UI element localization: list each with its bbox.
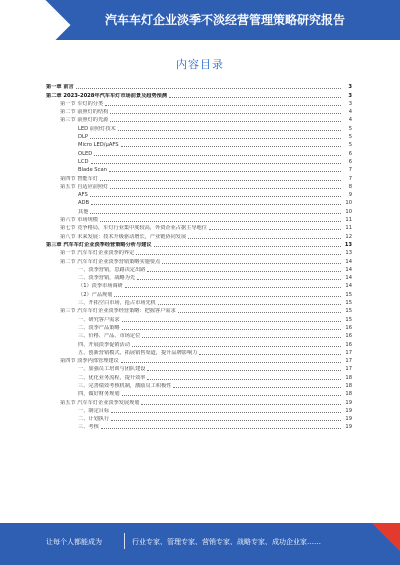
- toc-leader-dots: [162, 262, 341, 264]
- footer-divider: [124, 533, 125, 549]
- toc-entry-label: 一、研究客户需求: [78, 316, 120, 323]
- toc-entry-label: 第八节 未来发展：技术升级驱动增长，产业链协同发展: [60, 233, 187, 240]
- toc-entry-page: 6: [348, 158, 352, 165]
- toc-entry-label: 一、加强员工培训与团队建设: [78, 366, 146, 373]
- toc-leader-dots: [121, 361, 341, 363]
- toc-leader-dots: [110, 112, 341, 114]
- toc-entry-page: 19: [345, 407, 352, 414]
- toc-entry-label: （2）产品规划: [78, 291, 113, 298]
- table-of-contents: [46, 82, 352, 430]
- toc-entry-label: 第四节 淡季内部管理建议: [60, 358, 119, 365]
- toc-leader-dots: [173, 386, 341, 388]
- toc-entry-page: 16: [345, 324, 352, 331]
- toc-entry-page: 9: [348, 192, 352, 199]
- toc-entry-page: 19: [345, 424, 352, 431]
- toc-leader-dots: [147, 270, 341, 272]
- toc-entry[interactable]: [46, 182, 352, 190]
- toc-entry-page: 10: [345, 208, 352, 215]
- toc-leader-dots: [91, 162, 341, 164]
- toc-entry-label: 第三章 汽车车灯企业淡季经营策略分析与建议: [46, 241, 152, 248]
- toc-entry-page: 11: [345, 217, 352, 224]
- toc-entry-page: 16: [345, 333, 352, 340]
- toc-entry[interactable]: [46, 323, 352, 331]
- toc-leader-dots: [209, 228, 341, 230]
- toc-entry[interactable]: [46, 190, 352, 198]
- toc-leader-dots: [91, 203, 341, 205]
- toc-leader-dots: [111, 419, 341, 421]
- footer-tagline: 行业专家、管理专家、营销专家、战略专家、成功企业家……: [132, 538, 321, 546]
- toc-entry[interactable]: [46, 215, 352, 223]
- toc-entry[interactable]: [46, 422, 352, 430]
- footer-banner: [0, 523, 400, 565]
- toc-entry[interactable]: [46, 157, 352, 165]
- toc-leader-dots: [105, 104, 341, 106]
- toc-entry[interactable]: [46, 198, 352, 206]
- toc-leader-dots: [90, 195, 341, 197]
- toc-leader-dots: [114, 295, 341, 297]
- toc-leader-dots: [90, 137, 341, 139]
- toc-entry-page: 14: [345, 283, 352, 290]
- toc-entry[interactable]: [46, 240, 352, 248]
- toc-entry-label: 三、价格、产品、市场定位: [78, 333, 141, 340]
- toc-entry-page: 11: [345, 225, 352, 232]
- footer-corner-decoration: [372, 523, 400, 551]
- toc-entry-page: 15: [345, 300, 352, 307]
- toc-leader-dots: [110, 120, 341, 122]
- toc-entry[interactable]: [46, 356, 352, 364]
- toc-leader-dots: [132, 345, 341, 347]
- toc-entry-label: 第五节 汽车车灯企业淡季发展规划: [60, 399, 140, 406]
- toc-entry-page: 10: [345, 200, 352, 207]
- toc-leader-dots: [90, 212, 341, 214]
- toc-entry-label: 第三节 前照灯的光源: [60, 117, 109, 124]
- toc-entry-label: 三、完善绩效考核机制，激励员工积极性: [78, 382, 172, 389]
- toc-entry[interactable]: [46, 389, 352, 397]
- toc-entry-page: 19: [345, 399, 352, 406]
- toc-entry-label: 二、优化业务流程，提升效率: [78, 374, 146, 381]
- toc-leader-dots: [76, 87, 341, 89]
- toc-heading: 内容目录: [176, 58, 224, 71]
- toc-leader-dots: [122, 320, 341, 322]
- toc-entry-page: 17: [345, 349, 352, 356]
- toc-entry-page: 14: [345, 266, 352, 273]
- toc-entry-label: 第二节 汽车车灯企业淡季营销策略实施要点: [60, 258, 161, 265]
- toc-entry-label: 第一节 汽车车灯企业淡季的界定: [60, 250, 135, 257]
- toc-leader-dots: [111, 411, 341, 413]
- toc-leader-dots: [100, 179, 341, 181]
- toc-entry-label: Micro LED/μAFS: [78, 142, 119, 149]
- toc-leader-dots: [136, 253, 341, 255]
- toc-leader-dots: [137, 278, 341, 280]
- toc-entry-page: 4: [348, 117, 352, 124]
- toc-entry[interactable]: [46, 372, 352, 380]
- toc-entry-page: 13: [344, 241, 352, 248]
- toc-entry[interactable]: [46, 82, 352, 90]
- toc-leader-dots: [169, 96, 341, 98]
- toc-entry-label: 第二节 前照灯的结构: [60, 109, 109, 116]
- toc-leader-dots: [142, 336, 341, 338]
- toc-entry[interactable]: [46, 165, 352, 173]
- toc-entry-label: 第三节 汽车车灯企业淡季经营策略：把握客户需求: [60, 308, 176, 315]
- toc-entry-page: 3: [348, 100, 352, 107]
- toc-entry-label: Blade Scan: [78, 167, 107, 174]
- toc-entry[interactable]: [46, 289, 352, 297]
- toc-entry-label: 四、做好财务规划: [78, 391, 120, 398]
- toc-leader-dots: [199, 353, 341, 355]
- toc-entry-label: 第五节 自适应前照灯: [60, 183, 109, 190]
- toc-entry-label: 二、计划执行: [78, 416, 110, 423]
- toc-entry[interactable]: [46, 223, 352, 231]
- toc-leader-dots: [147, 378, 341, 380]
- toc-entry-label: 第一节 车灯的分类: [60, 100, 104, 107]
- toc-leader-dots: [141, 403, 341, 405]
- toc-entry-label: 第四节 智能车灯: [60, 175, 98, 182]
- toc-leader-dots: [100, 220, 341, 222]
- toc-entry[interactable]: [46, 206, 352, 214]
- toc-entry-label: 一、制定目标: [78, 407, 110, 414]
- toc-entry[interactable]: [46, 248, 352, 256]
- toc-entry-label: 四、开展淡季促销活动: [78, 341, 130, 348]
- toc-leader-dots: [122, 328, 341, 330]
- toc-entry-label: LCD: [78, 158, 89, 165]
- toc-entry[interactable]: [46, 123, 352, 131]
- toc-entry-label: LED 前照灯技术: [78, 125, 116, 132]
- toc-entry-page: 7: [348, 175, 352, 182]
- toc-entry-page: 18: [345, 382, 352, 389]
- toc-entry-page: 3: [348, 84, 352, 91]
- toc-entry[interactable]: [46, 132, 352, 140]
- toc-leader-dots: [178, 311, 341, 313]
- toc-entry-label: 二、淡季产品策略: [78, 324, 120, 331]
- toc-entry-page: 3: [348, 92, 352, 99]
- toc-entry[interactable]: [46, 381, 352, 389]
- toc-entry[interactable]: [46, 397, 352, 405]
- toc-entry-page: 17: [345, 366, 352, 373]
- toc-entry-page: 5: [348, 125, 352, 132]
- toc-leader-dots: [125, 286, 341, 288]
- toc-entry-label: DLP: [78, 134, 89, 141]
- toc-entry[interactable]: [46, 348, 352, 356]
- toc-entry[interactable]: [46, 107, 352, 115]
- toc-entry-label: ADB: [78, 200, 90, 207]
- toc-entry[interactable]: [46, 298, 352, 306]
- toc-leader-dots: [101, 427, 341, 429]
- toc-entry[interactable]: [46, 339, 352, 347]
- toc-entry[interactable]: [46, 256, 352, 264]
- toc-entry-label: 第二章 2023-2028年汽车车灯市场前景及趋势预测: [46, 92, 168, 99]
- toc-entry-page: 8: [348, 183, 352, 190]
- toc-entry-label: 其他: [78, 208, 89, 215]
- toc-leader-dots: [121, 145, 341, 147]
- toc-entry-page: 5: [348, 142, 352, 149]
- toc-leader-dots: [110, 187, 341, 189]
- toc-entry[interactable]: [46, 281, 352, 289]
- toc-entry-label: 第六节 市场规模: [60, 217, 98, 224]
- toc-entry-page: 15: [345, 291, 352, 298]
- footer-slogan: 让每个人都能成为: [46, 538, 102, 546]
- toc-entry[interactable]: [46, 331, 352, 339]
- toc-entry-page: 6: [348, 150, 352, 157]
- toc-entry[interactable]: [46, 173, 352, 181]
- toc-entry[interactable]: [46, 148, 352, 156]
- toc-entry-page: 4: [348, 109, 352, 116]
- toc-entry[interactable]: [46, 406, 352, 414]
- toc-entry-label: 二、淡季营销，战略为先: [78, 275, 136, 282]
- toc-entry-page: 7: [348, 167, 352, 174]
- toc-entry-label: 第七节 竞争格局，车灯行业集中度较高，外资企业占据主导地位: [60, 225, 207, 232]
- toc-entry-label: 三、开拓空白市场，抢占市场先机: [78, 300, 156, 307]
- toc-entry[interactable]: [46, 231, 352, 239]
- toc-entry-page: 17: [345, 358, 352, 365]
- toc-leader-dots: [158, 303, 341, 305]
- toc-entry[interactable]: [46, 90, 352, 98]
- toc-entry-page: 14: [345, 258, 352, 265]
- toc-leader-dots: [118, 129, 341, 131]
- toc-entry[interactable]: [46, 273, 352, 281]
- toc-leader-dots: [94, 154, 341, 156]
- header-banner: [0, 0, 400, 40]
- toc-leader-dots: [154, 245, 341, 247]
- toc-entry[interactable]: [46, 99, 352, 107]
- toc-leader-dots: [147, 369, 341, 371]
- toc-entry-label: （1）淡季市场调研: [78, 283, 123, 290]
- toc-entry-page: 14: [345, 275, 352, 282]
- toc-entry-label: 第一章 前言: [46, 84, 74, 91]
- toc-entry[interactable]: [46, 414, 352, 422]
- toc-entry[interactable]: [46, 140, 352, 148]
- toc-entry-page: 18: [345, 391, 352, 398]
- toc-entry-page: 13: [345, 250, 352, 257]
- toc-entry-page: 15: [345, 316, 352, 323]
- toc-entry-page: 19: [345, 416, 352, 423]
- toc-leader-dots: [122, 394, 341, 396]
- toc-entry-label: 一、淡季营销，思路决定出路: [78, 266, 146, 273]
- toc-leader-dots: [109, 170, 341, 172]
- toc-entry[interactable]: [46, 115, 352, 123]
- toc-entry-label: 三、考核: [78, 424, 99, 431]
- toc-entry-page: 18: [345, 374, 352, 381]
- toc-entry[interactable]: [46, 265, 352, 273]
- toc-entry-page: 5: [348, 134, 352, 141]
- toc-entry-page: 16: [345, 341, 352, 348]
- toc-leader-dots: [188, 237, 341, 239]
- toc-entry-page: 15: [345, 308, 352, 315]
- toc-entry-label: 五、创新营销模式，拓展销售渠道，提升品牌影响力: [78, 349, 198, 356]
- toc-entry[interactable]: [46, 306, 352, 314]
- toc-entry[interactable]: [46, 364, 352, 372]
- toc-entry-page: 12: [345, 233, 352, 240]
- report-title: 汽车车灯企业淡季不淡经营管理策略研究报告: [104, 13, 345, 27]
- toc-entry-label: AFS: [78, 192, 88, 199]
- toc-entry-label: OLED: [78, 150, 93, 157]
- toc-entry[interactable]: [46, 314, 352, 322]
